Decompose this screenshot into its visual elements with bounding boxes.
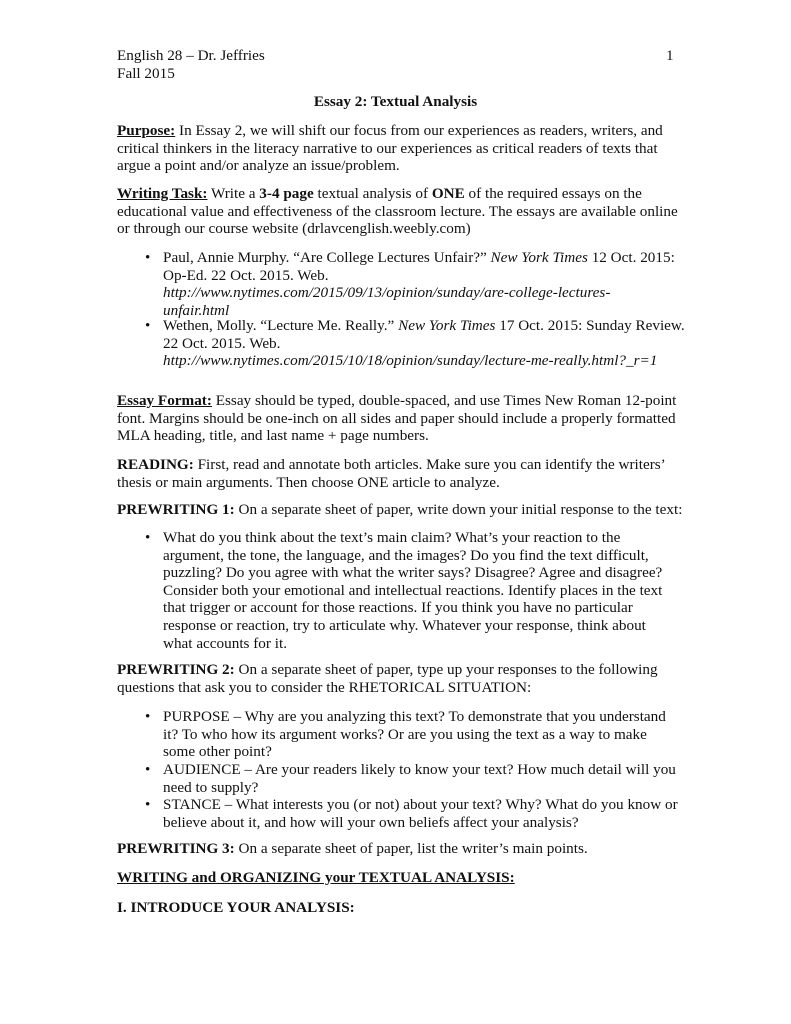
emphasized-text: WRITING and ORGANIZING your TEXTUAL ANALYSIS: (117, 869, 515, 886)
emphasized-text: I. INTRODUCE YOUR ANALYSIS: (117, 899, 355, 916)
text-line (163, 599, 763, 617)
bullet-icon: • (145, 249, 151, 266)
text-run: puzzling? Do you agree with what the writer says? Disagree? Agree and disagree? (163, 564, 663, 582)
text-line (117, 427, 717, 445)
text-line (117, 410, 717, 428)
audience-bullet (145, 761, 763, 796)
text-run: font. Margins should be one-inch on all sides and paper should include a properly formatted (117, 409, 676, 427)
text-line (117, 203, 717, 221)
emphasized-text: PREWRITING 2: (117, 661, 235, 678)
text-run: some other point? (163, 743, 272, 761)
text-run: On a separate sheet of paper, list the writer’s main points. (234, 840, 588, 857)
text-run: MLA heading, title, and last name + page numbers. (117, 427, 429, 445)
text-run: that trigger or account for those reactions. If you think you have no particular (163, 599, 633, 617)
text-run: Consider both your emotional and intellectual reactions. Identify places in the text (163, 581, 663, 599)
text-run: On a separate sheet of paper, type up your responses to the following (234, 661, 658, 678)
writing-task-paragraph (117, 185, 717, 238)
stance-bullet (145, 796, 763, 831)
text-run: textual analysis of (313, 185, 432, 202)
text-run: thesis or main arguments. Then choose ONE article to analyze. (117, 473, 500, 491)
emphasized-text: New York Times (490, 249, 588, 266)
reading-paragraph (117, 456, 717, 491)
text-line (163, 335, 763, 353)
text-run: 17 Oct. 2015: Sunday Review. (495, 317, 685, 334)
text-line (117, 157, 717, 175)
text-run: STANCE – What interests you (or not) about your text? Why? What do you know or (163, 796, 678, 813)
text-line (163, 267, 763, 285)
text-line (163, 708, 763, 726)
text-run: educational value and effectiveness of the classroom lecture. The essays are available online (117, 202, 678, 220)
text-line (163, 761, 763, 779)
text-run: First, read and annotate both articles. Make sure you can identify the writers’ (193, 456, 666, 473)
emphasized-text: Essay Format: (117, 392, 212, 409)
emphasized-text: READING: (117, 456, 194, 473)
text-line (163, 249, 763, 267)
text-run: On a separate sheet of paper, write down your initial response to the text: (234, 501, 683, 518)
page-number: 1 (666, 47, 674, 64)
emphasized-text: Purpose: (117, 122, 176, 139)
page-title: Essay 2: Textual Analysis (313, 93, 478, 110)
text-run: Paul, Annie Murphy. “Are College Lectures Unfair?” (163, 249, 491, 266)
text-run: In Essay 2, we will shift our focus from our experiences as readers, writers, and (175, 122, 663, 139)
essay-format-paragraph (117, 392, 717, 445)
emphasized-text: PREWRITING 3: (117, 840, 235, 857)
text-line (117, 869, 717, 887)
source-citation-1 (145, 249, 763, 319)
emphasized-text: ONE (431, 185, 465, 202)
bullet-icon: • (145, 796, 151, 813)
text-run: or through our course website (drlavcenglish.weebly.com) (117, 220, 471, 238)
text-run: argue a point and/or analyze an issue/problem. (117, 157, 400, 175)
text-run: Write a (207, 185, 260, 202)
text-line (163, 796, 763, 814)
text-line (117, 840, 717, 858)
text-line (163, 352, 763, 370)
text-line (117, 122, 717, 140)
text-run: of the required essays on the (464, 185, 642, 202)
text-run: Op-Ed. 22 Oct. 2015. Web. (163, 266, 329, 284)
prewriting-3-paragraph (117, 840, 717, 858)
purpose-paragraph (117, 122, 717, 175)
text-line (163, 529, 763, 547)
text-run: 12 Oct. 2015: (587, 249, 675, 266)
emphasized-text: 3-4 page (259, 185, 314, 202)
text-line (163, 779, 763, 797)
bullet-icon: • (145, 529, 151, 546)
emphasized-text: Writing Task: (117, 185, 208, 202)
emphasized-text: New York Times (398, 317, 496, 334)
text-run: Wethen, Molly. “Lecture Me. Really.” (163, 317, 399, 334)
text-line (117, 185, 717, 203)
text-run: What do you think about the text’s main claim? What’s your reaction to the (163, 529, 621, 546)
text-line (163, 617, 763, 635)
text-run: believe about it, and how will your own beliefs affect your analysis? (163, 813, 579, 831)
text-line (163, 814, 763, 832)
text-line (117, 456, 717, 474)
text-line (163, 743, 763, 761)
text-run: what accounts for it. (163, 634, 287, 652)
text-run: 22 Oct. 2015. Web. (163, 334, 281, 352)
text-line (163, 726, 763, 744)
emphasized-text: unfair.html (163, 301, 230, 319)
introduce-analysis-heading (117, 899, 717, 917)
text-run: PURPOSE – Why are you analyzing this text? To demonstrate that you understand (163, 708, 666, 725)
emphasized-text: http://www.nytimes.com/2015/09/13/opinion/sunday/are-college-lectures- (163, 284, 611, 302)
emphasized-text: http://www.nytimes.com/2015/10/18/opinion/sunday/lecture-me-really.html?_r=1 (163, 352, 658, 370)
text-run: argument, the tone, the language, and the images? Do you find the text difficult, (163, 546, 649, 564)
bullet-icon: • (145, 761, 151, 778)
prewriting-1-bullet (145, 529, 763, 652)
prewriting-2-paragraph (117, 661, 717, 696)
text-run: Essay should be typed, double-spaced, and use Times New Roman 12-point (211, 392, 677, 409)
text-line (117, 140, 717, 158)
text-line (163, 582, 763, 600)
text-line (117, 661, 717, 679)
text-line (117, 392, 717, 410)
text-line (163, 635, 763, 653)
bullet-icon: • (145, 708, 151, 725)
purpose-bullet (145, 708, 763, 761)
text-line (117, 501, 717, 519)
emphasized-text: PREWRITING 1: (117, 501, 235, 518)
text-run: need to supply? (163, 778, 259, 796)
text-run: it? To who how its argument works? Or are you using the text as a way to make (163, 725, 647, 743)
header-course-line: English 28 – Dr. Jeffries (117, 47, 265, 64)
text-line (117, 474, 717, 492)
header-course (117, 47, 717, 82)
writing-organizing-heading (117, 869, 717, 887)
prewriting-1-paragraph (117, 501, 717, 519)
text-run: questions that ask you to consider the RHETORICAL SITUATION: (117, 678, 532, 696)
text-line (163, 317, 763, 335)
text-line (117, 899, 717, 917)
text-line (163, 564, 763, 582)
header-term-line: Fall 2015 (117, 64, 175, 82)
text-line (163, 547, 763, 565)
text-run: response or reaction, try to articulate why. Whatever your response, think about (163, 616, 646, 634)
text-run: critical thinkers in the literacy narrative to our experiences as critical readers of texts that (117, 139, 658, 157)
bullet-icon: • (145, 317, 151, 334)
text-line (117, 220, 717, 238)
source-citation-2 (145, 317, 763, 370)
text-run: AUDIENCE – Are your readers likely to know your text? How much detail will you (163, 761, 676, 778)
text-line (163, 284, 763, 302)
text-line (117, 679, 717, 697)
